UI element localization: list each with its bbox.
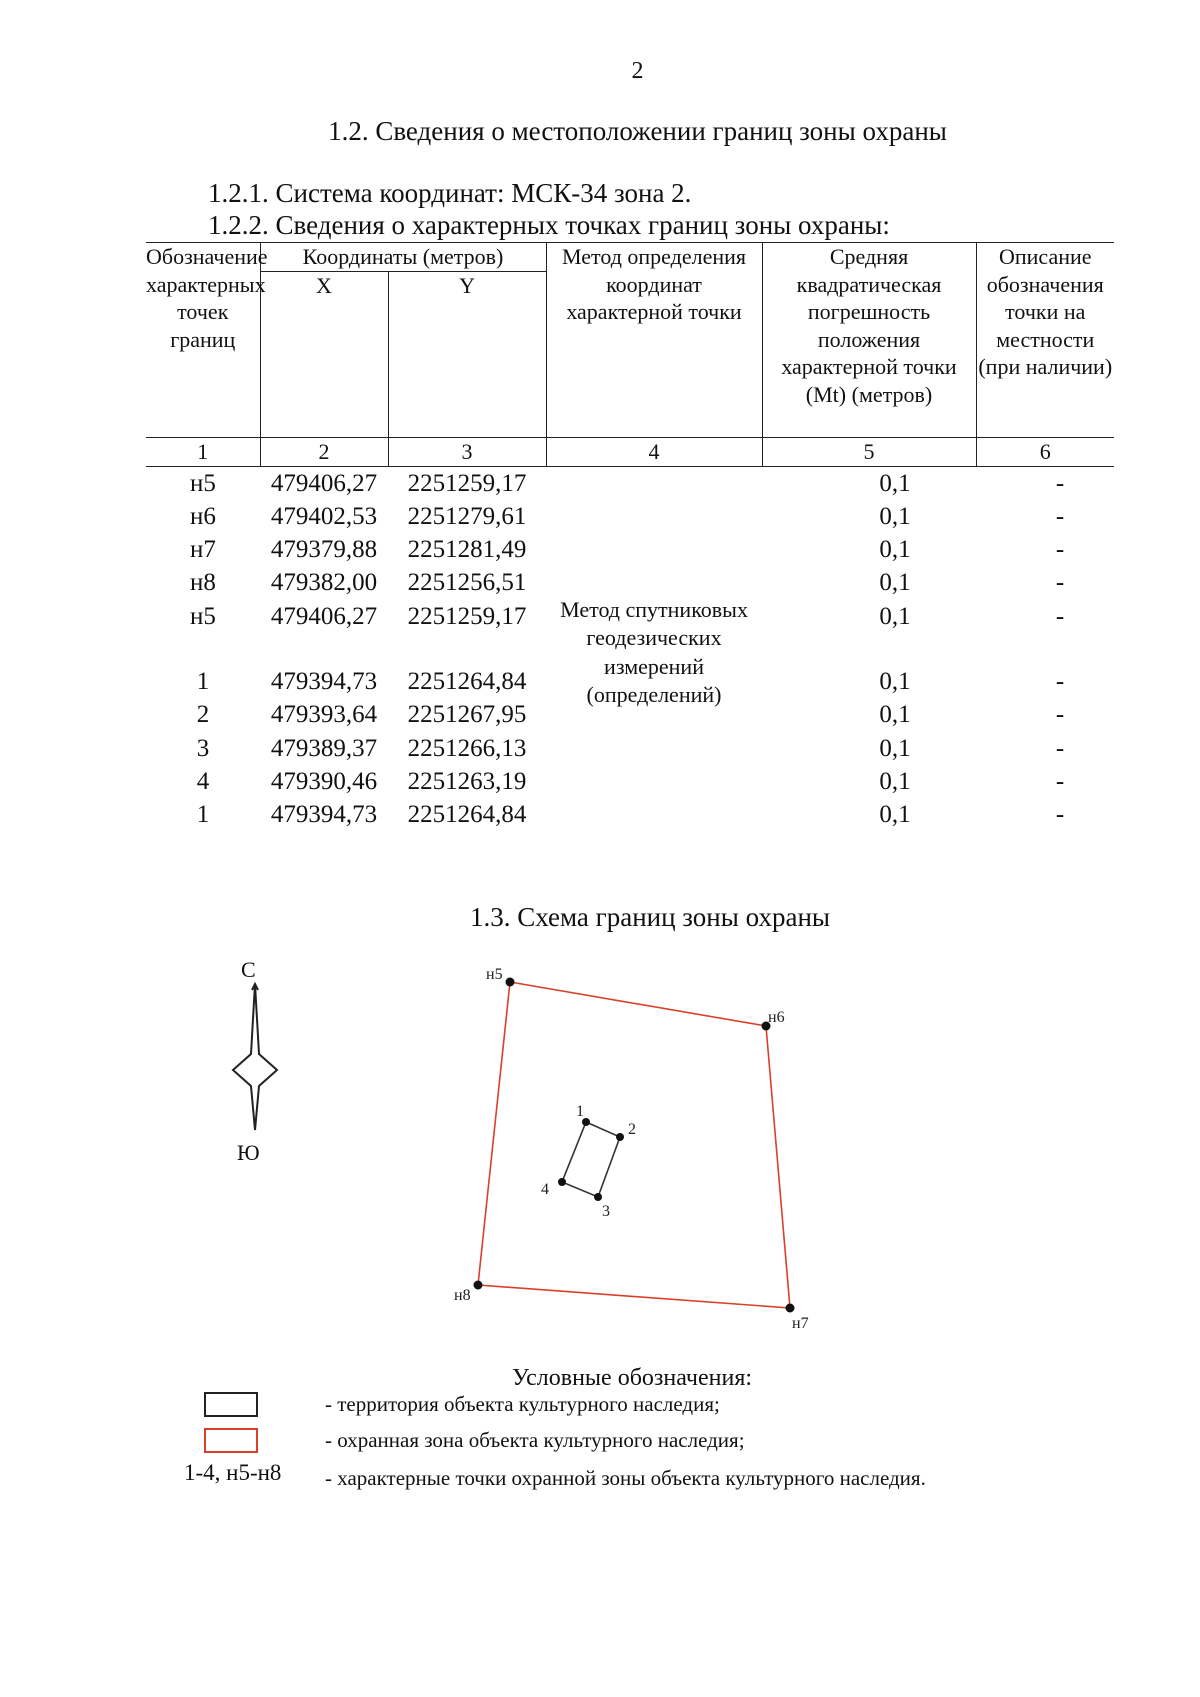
error-value: 0,1 [879, 536, 911, 564]
description-value: - [1055, 469, 1065, 497]
description-value: - [1055, 701, 1065, 729]
column-number: 1 [146, 437, 260, 466]
description-value: - [1055, 767, 1065, 795]
error-value: 0,1 [879, 569, 911, 597]
description-value: - [1055, 801, 1065, 829]
zone-point-marker [474, 1281, 483, 1290]
coord-x: 479394,73 [270, 667, 378, 695]
point-id: 3 [196, 734, 210, 762]
object-point-label: 3 [602, 1203, 610, 1220]
header-coordinates: Координаты (метров) [260, 243, 546, 272]
coord-x: 479382,00 [270, 569, 378, 597]
error-value: 0,1 [879, 701, 911, 729]
column-number: 3 [388, 437, 546, 466]
method-cell: Метод спутниковых геодезических измерений (определений) [560, 596, 748, 708]
legend-item-zone: - охранная зона объекта культурного наследия; [325, 1428, 745, 1452]
legend-title: Условные обозначения: [512, 1365, 753, 1391]
coordinates-table [146, 242, 1114, 831]
column-number: 4 [546, 437, 762, 466]
object-point-marker [558, 1178, 566, 1186]
point-id: н5 [190, 469, 216, 497]
header-error: Средняя квадратическая погрешность положения характерной точки (Mt) (метров) [762, 243, 976, 438]
coord-y: 2251267,95 [407, 701, 527, 729]
coord-x: 479390,46 [270, 767, 378, 795]
subsection-characteristic-points: 1.2.2. Сведения о характерных точках границ зоны охраны: [208, 210, 890, 240]
legend-object-swatch [204, 1392, 258, 1417]
legend-item-object: - территория объекта культурного наследия; [325, 1392, 720, 1416]
error-value: 0,1 [879, 767, 911, 795]
point-id: н5 [190, 602, 216, 630]
object-point-label: 2 [628, 1121, 636, 1138]
coord-x: 479406,27 [270, 602, 378, 630]
description-value: - [1055, 734, 1065, 762]
subsection-coordinate-system: 1.2.1. Система координат: МСК-34 зона 2. [208, 178, 692, 208]
column-number: 5 [762, 437, 976, 466]
compass-north-label: С [241, 957, 256, 982]
error-value: 0,1 [879, 801, 911, 829]
section-title-scheme: 1.3. Схема границ зоны охраны [469, 902, 831, 932]
point-id: н7 [190, 536, 216, 564]
coord-y: 2251281,49 [407, 536, 527, 564]
protection-zone-boundary [478, 982, 790, 1308]
coord-x: 479406,27 [270, 469, 378, 497]
column-number: 2 [260, 437, 388, 466]
description-value: - [1055, 569, 1065, 597]
legend-zone-swatch [204, 1428, 258, 1453]
description-value: - [1055, 667, 1065, 695]
zone-point-marker [786, 1304, 795, 1313]
point-id: 1 [196, 801, 210, 829]
coord-x: 479402,53 [270, 502, 378, 530]
coord-x: 479394,73 [270, 801, 378, 829]
section-title-boundaries: 1.2. Сведения о местоположении границ зоны охраны [328, 116, 947, 146]
coord-y: 2251264,84 [407, 667, 527, 695]
point-id: 4 [196, 767, 210, 795]
coord-y: 2251263,19 [407, 767, 527, 795]
coord-y: 2251279,61 [407, 502, 527, 530]
coord-y: 2251266,13 [407, 734, 527, 762]
object-point-marker [594, 1193, 602, 1201]
zone-point-label: н5 [486, 966, 503, 983]
coord-x: 479379,88 [270, 536, 378, 564]
header-x: X [260, 271, 388, 437]
coord-y: 2251256,51 [407, 569, 527, 597]
zone-point-label: н6 [768, 1009, 785, 1026]
error-value: 0,1 [879, 667, 911, 695]
object-point-label: 4 [541, 1181, 549, 1198]
object-point-label: 1 [576, 1103, 584, 1120]
legend-item-points: - характерные точки охранной зоны объекта культурного наследия. [325, 1466, 926, 1490]
coord-y: 2251264,84 [407, 801, 527, 829]
table-row [146, 466, 1114, 500]
compass-south-label: Ю [237, 1140, 260, 1165]
description-value: - [1055, 602, 1065, 630]
coord-x: 479393,64 [270, 701, 378, 729]
description-value: - [1055, 502, 1065, 530]
description-value: - [1055, 536, 1065, 564]
point-id: 1 [196, 667, 210, 695]
column-number: 6 [976, 437, 1114, 466]
header-method: Метод определения координат характерной точки [546, 243, 762, 438]
page-number: 2 [631, 58, 644, 84]
point-id: 2 [196, 701, 210, 729]
compass-rose-icon [225, 980, 285, 1135]
coord-y: 2251259,17 [407, 602, 527, 630]
header-description: Описание обозначения точки на местности (при наличии) [976, 243, 1114, 438]
zone-point-label: н8 [454, 1287, 471, 1304]
error-value: 0,1 [879, 502, 911, 530]
header-y: Y [388, 271, 546, 437]
zone-point-label: н7 [792, 1315, 809, 1332]
point-id: н6 [190, 502, 216, 530]
object-point-marker [616, 1133, 624, 1141]
zone-point-marker [506, 978, 515, 987]
coord-y: 2251259,17 [407, 469, 527, 497]
header-designation: Обозначение характерных точек границ [146, 243, 260, 438]
error-value: 0,1 [879, 734, 911, 762]
legend-points-label: 1-4, н5-н8 [184, 1460, 282, 1485]
coord-x: 479389,37 [270, 734, 378, 762]
heritage-object-boundary [562, 1122, 620, 1197]
error-value: 0,1 [879, 469, 911, 497]
boundary-scheme [440, 950, 840, 1340]
point-id: н8 [190, 569, 216, 597]
error-value: 0,1 [879, 602, 911, 630]
